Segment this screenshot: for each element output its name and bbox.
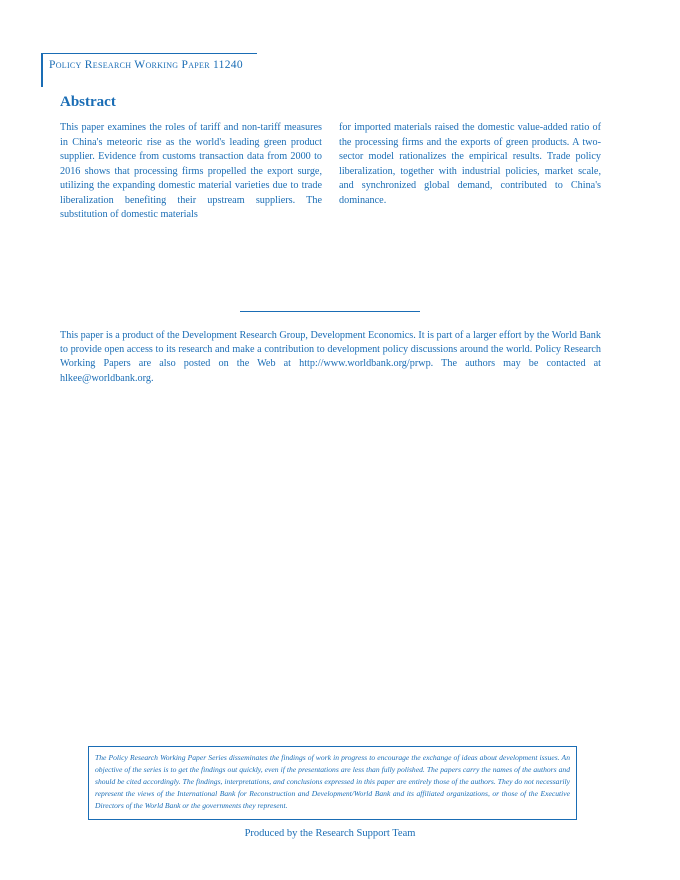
series-title: Policy Research Working Paper 11240 [49, 59, 243, 71]
abstract-column-right: for imported materials raised the domestic value-added ratio of the processing firms and the exports of green products. A two-sector model rationalizes the empirical results. Trade policy liberalization, together with industrial policies, market scale, and synchronized global demand, contributed to China's dominance. [339, 122, 601, 206]
abstract-column-left: This paper examines the roles of tariff and non-tariff measures in China's meteoric rise as the world's leading green product supplier. Evidence from customs transaction data from 2000 to 2016 shows that processing firms propelled the export surge, utilizing the expanding domestic material varieties due to trade liberalization benefiting their upstream suppliers. The substitution of domestic materials [60, 122, 322, 220]
produced-by-footer: Produced by the Research Support Team [244, 828, 416, 839]
abstract-heading: Abstract [60, 94, 116, 110]
disclaimer-text: The Policy Research Working Paper Series disseminates the findings of work in progress to encourage the exchange of ideas about development issues. An objective of the series is to get the findings out quickly, even if the presentations are less than fully polished. The papers carry the names of the authors and should be cited accordingly. The findings, interpretations, and conclusions expressed in this paper are entirely those of the authors. They do not necessarily represent the views of the International Bank for Reconstruction and Development/World Bank and its affiliated organizations, or those of the Executive Directors of the World Bank or the governments they represent. [95, 753, 570, 810]
disclaimer-box [88, 746, 577, 820]
section-divider [240, 311, 420, 312]
abstract-body [60, 121, 601, 223]
product-note: This paper is a product of the Development Research Group, Development Economics. It is part of a larger effort by the World Bank to provide open access to its research and make a contribution to development policy discussions around the world. Policy Research Working Papers are also posted on the Web at http://www.worldbank.org/prwp. The authors may be contacted at hlkee@worldbank.org. [60, 330, 601, 384]
series-header [41, 53, 257, 87]
